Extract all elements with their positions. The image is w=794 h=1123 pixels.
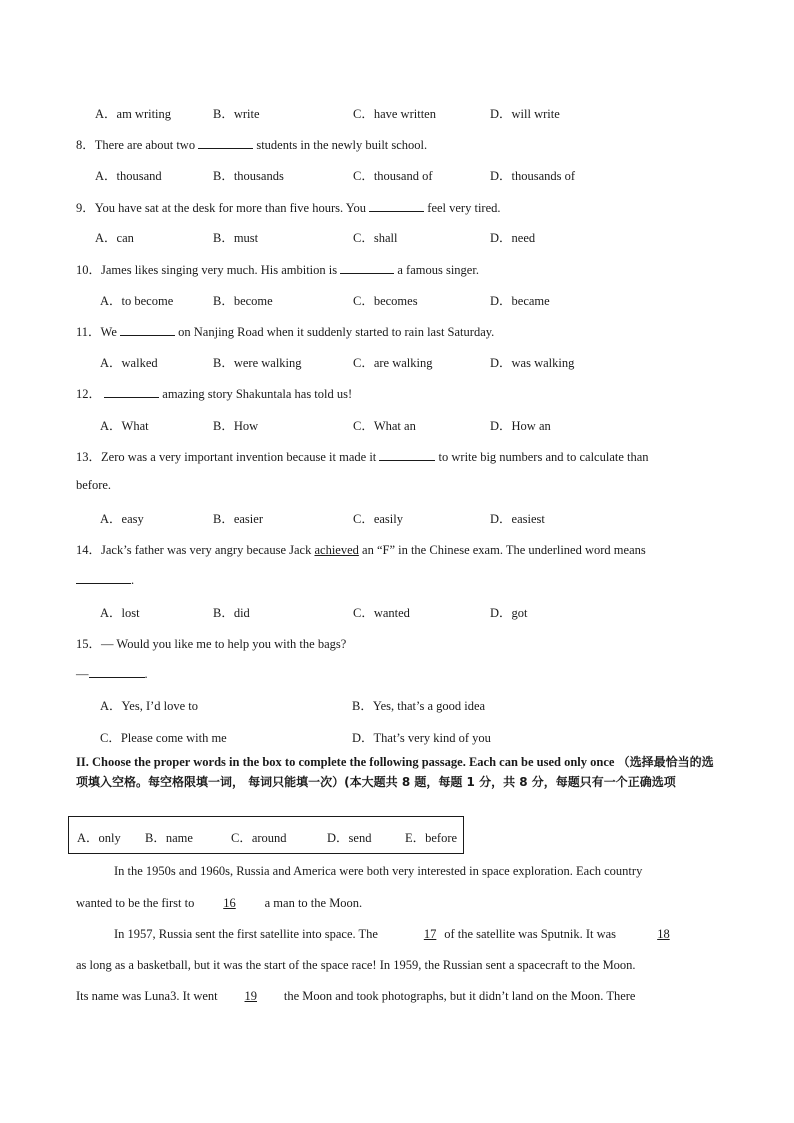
q12-option-d[interactable]: D．How an (490, 419, 551, 433)
q8-stem: 8．There are about two students in the newly built school. (76, 138, 428, 152)
q15-stem: 15．— Would you like me to help you with the bags? (76, 637, 347, 651)
q15-option-c[interactable]: C．Please come with me (100, 731, 227, 745)
underlined-word: achieved (314, 543, 359, 557)
q8-option-a[interactable]: A．thousand (95, 169, 162, 183)
q8-option-b[interactable]: B．thousands (213, 169, 284, 183)
answer-blank[interactable] (104, 385, 159, 398)
q14-option-c[interactable]: C．wanted (353, 606, 410, 620)
q9-options (0, 228, 794, 246)
q11-stem: 11．We on Nanjing Road when it suddenly started to rain last Saturday. (76, 325, 495, 339)
q15-options-row2 (0, 728, 794, 746)
q14-options (0, 603, 794, 621)
q10-option-a[interactable]: A．to become (100, 294, 174, 308)
blank-16[interactable]: 16 (223, 896, 236, 910)
q13-option-c[interactable]: C．easily (353, 512, 403, 526)
word-box (68, 816, 464, 854)
q13-options (0, 509, 794, 527)
q11-option-c[interactable]: C．are walking (353, 356, 433, 370)
q15-option-d[interactable]: D．That’s very kind of you (352, 731, 491, 745)
q7-option-d[interactable]: D．will write (490, 107, 560, 121)
q7-option-c[interactable]: C．have written (353, 107, 436, 121)
q10-option-b[interactable]: B．become (213, 294, 273, 308)
q7-option-b[interactable]: B．write (213, 107, 260, 121)
section-2-heading-cn: （选择最恰当的选项填入空格。每空格限填一词， 每词只能填一次）(本大题共 8 题，每题 1 分，共 8 分，每题只有一个正确选项 (76, 755, 714, 789)
answer-blank[interactable] (120, 323, 175, 336)
q14-option-b[interactable]: B．did (213, 606, 250, 620)
q14-option-d[interactable]: D．got (490, 606, 528, 620)
q15-reply: — . (76, 667, 148, 681)
q12-stem: 12． amazing story Shakuntala has told us! (76, 387, 353, 401)
q7-options (0, 104, 794, 122)
q12-options (0, 416, 794, 434)
passage-p2-line1: In 1957, Russia sent the first satellite into space. The 17 of the satellite was Sputnik. It was 18 (114, 927, 670, 941)
passage-p1-line1: In the 1950s and 1960s, Russia and America were both very interested in space exploration. Each country (114, 864, 643, 878)
q11-option-b[interactable]: B．were walking (213, 356, 302, 370)
q13-stem-continued: before. (76, 478, 112, 492)
q13-option-d[interactable]: D．easiest (490, 512, 545, 526)
q13-stem: 13．Zero was a very important invention because it made it to write big numbers and to calculate than (76, 450, 649, 464)
blank-17[interactable]: 17 (423, 927, 437, 941)
section-2-heading (76, 752, 720, 792)
q11-option-a[interactable]: A．walked (100, 356, 158, 370)
q10-options (0, 291, 794, 309)
answer-blank[interactable] (369, 199, 424, 212)
word-option-a[interactable]: A．only (77, 831, 121, 845)
q8-option-c[interactable]: C．thousand of (353, 169, 433, 183)
word-option-c[interactable]: C．around (231, 831, 287, 845)
q11-options (0, 353, 794, 371)
q9-option-b[interactable]: B．must (213, 231, 259, 245)
q10-option-d[interactable]: D．became (490, 294, 550, 308)
q14-stem: 14．Jack’s father was very angry because Jack achieved an “F” in the Chinese exam. The underlined word means (76, 543, 646, 557)
passage-p2-line2: as long as a basketball, but it was the start of the space race! In 1959, the Russian sent a spacecraft to the Moon. (76, 958, 636, 972)
blank-19[interactable]: 19 (244, 989, 258, 1003)
q15-option-a[interactable]: A．Yes, I’d love to (100, 699, 199, 713)
q14-stem-continued: . (76, 571, 134, 588)
q9-option-d[interactable]: D．need (490, 231, 536, 245)
section-2-heading-en: II. Choose the proper words in the box to complete the following passage. Each can be used only once (76, 755, 615, 769)
q9-option-a[interactable]: A．can (95, 231, 134, 245)
passage-p2-line3: Its name was Luna3. It went 19 the Moon and took photographs, but it didn’t land on the Moon. There (76, 989, 636, 1003)
q8-options (0, 166, 794, 184)
q12-option-a[interactable]: A．What (100, 419, 149, 433)
q7-option-a[interactable]: A．am writing (95, 107, 172, 121)
word-option-e[interactable]: E．before (405, 831, 458, 845)
q10-option-c[interactable]: C．becomes (353, 294, 418, 308)
q13-option-b[interactable]: B．easier (213, 512, 263, 526)
word-option-b[interactable]: B．name (145, 831, 193, 845)
q9-option-c[interactable]: C．shall (353, 231, 398, 245)
answer-blank[interactable] (379, 448, 435, 461)
answer-blank[interactable] (340, 261, 394, 274)
q11-option-d[interactable]: D．was walking (490, 356, 575, 370)
q15-option-b[interactable]: B．Yes, that’s a good idea (352, 699, 486, 713)
q9-stem: 9．You have sat at the desk for more than five hours. You feel very tired. (76, 201, 501, 215)
q8-option-d[interactable]: D．thousands of (490, 169, 576, 183)
q12-option-c[interactable]: C．What an (353, 419, 416, 433)
answer-blank[interactable] (76, 571, 131, 584)
q10-stem: 10．James likes singing very much. His ambition is a famous singer. (76, 263, 479, 277)
passage-p1-line2: wanted to be the first to 16 a man to the Moon. (76, 896, 363, 910)
q12-option-b[interactable]: B．How (213, 419, 259, 433)
word-option-d[interactable]: D．send (327, 831, 372, 845)
q13-option-a[interactable]: A．easy (100, 512, 144, 526)
q15-options-row1 (0, 696, 794, 714)
answer-blank[interactable] (198, 136, 253, 149)
q14-option-a[interactable]: A．lost (100, 606, 140, 620)
blank-18[interactable]: 18 (657, 927, 670, 941)
answer-blank[interactable] (89, 665, 145, 678)
